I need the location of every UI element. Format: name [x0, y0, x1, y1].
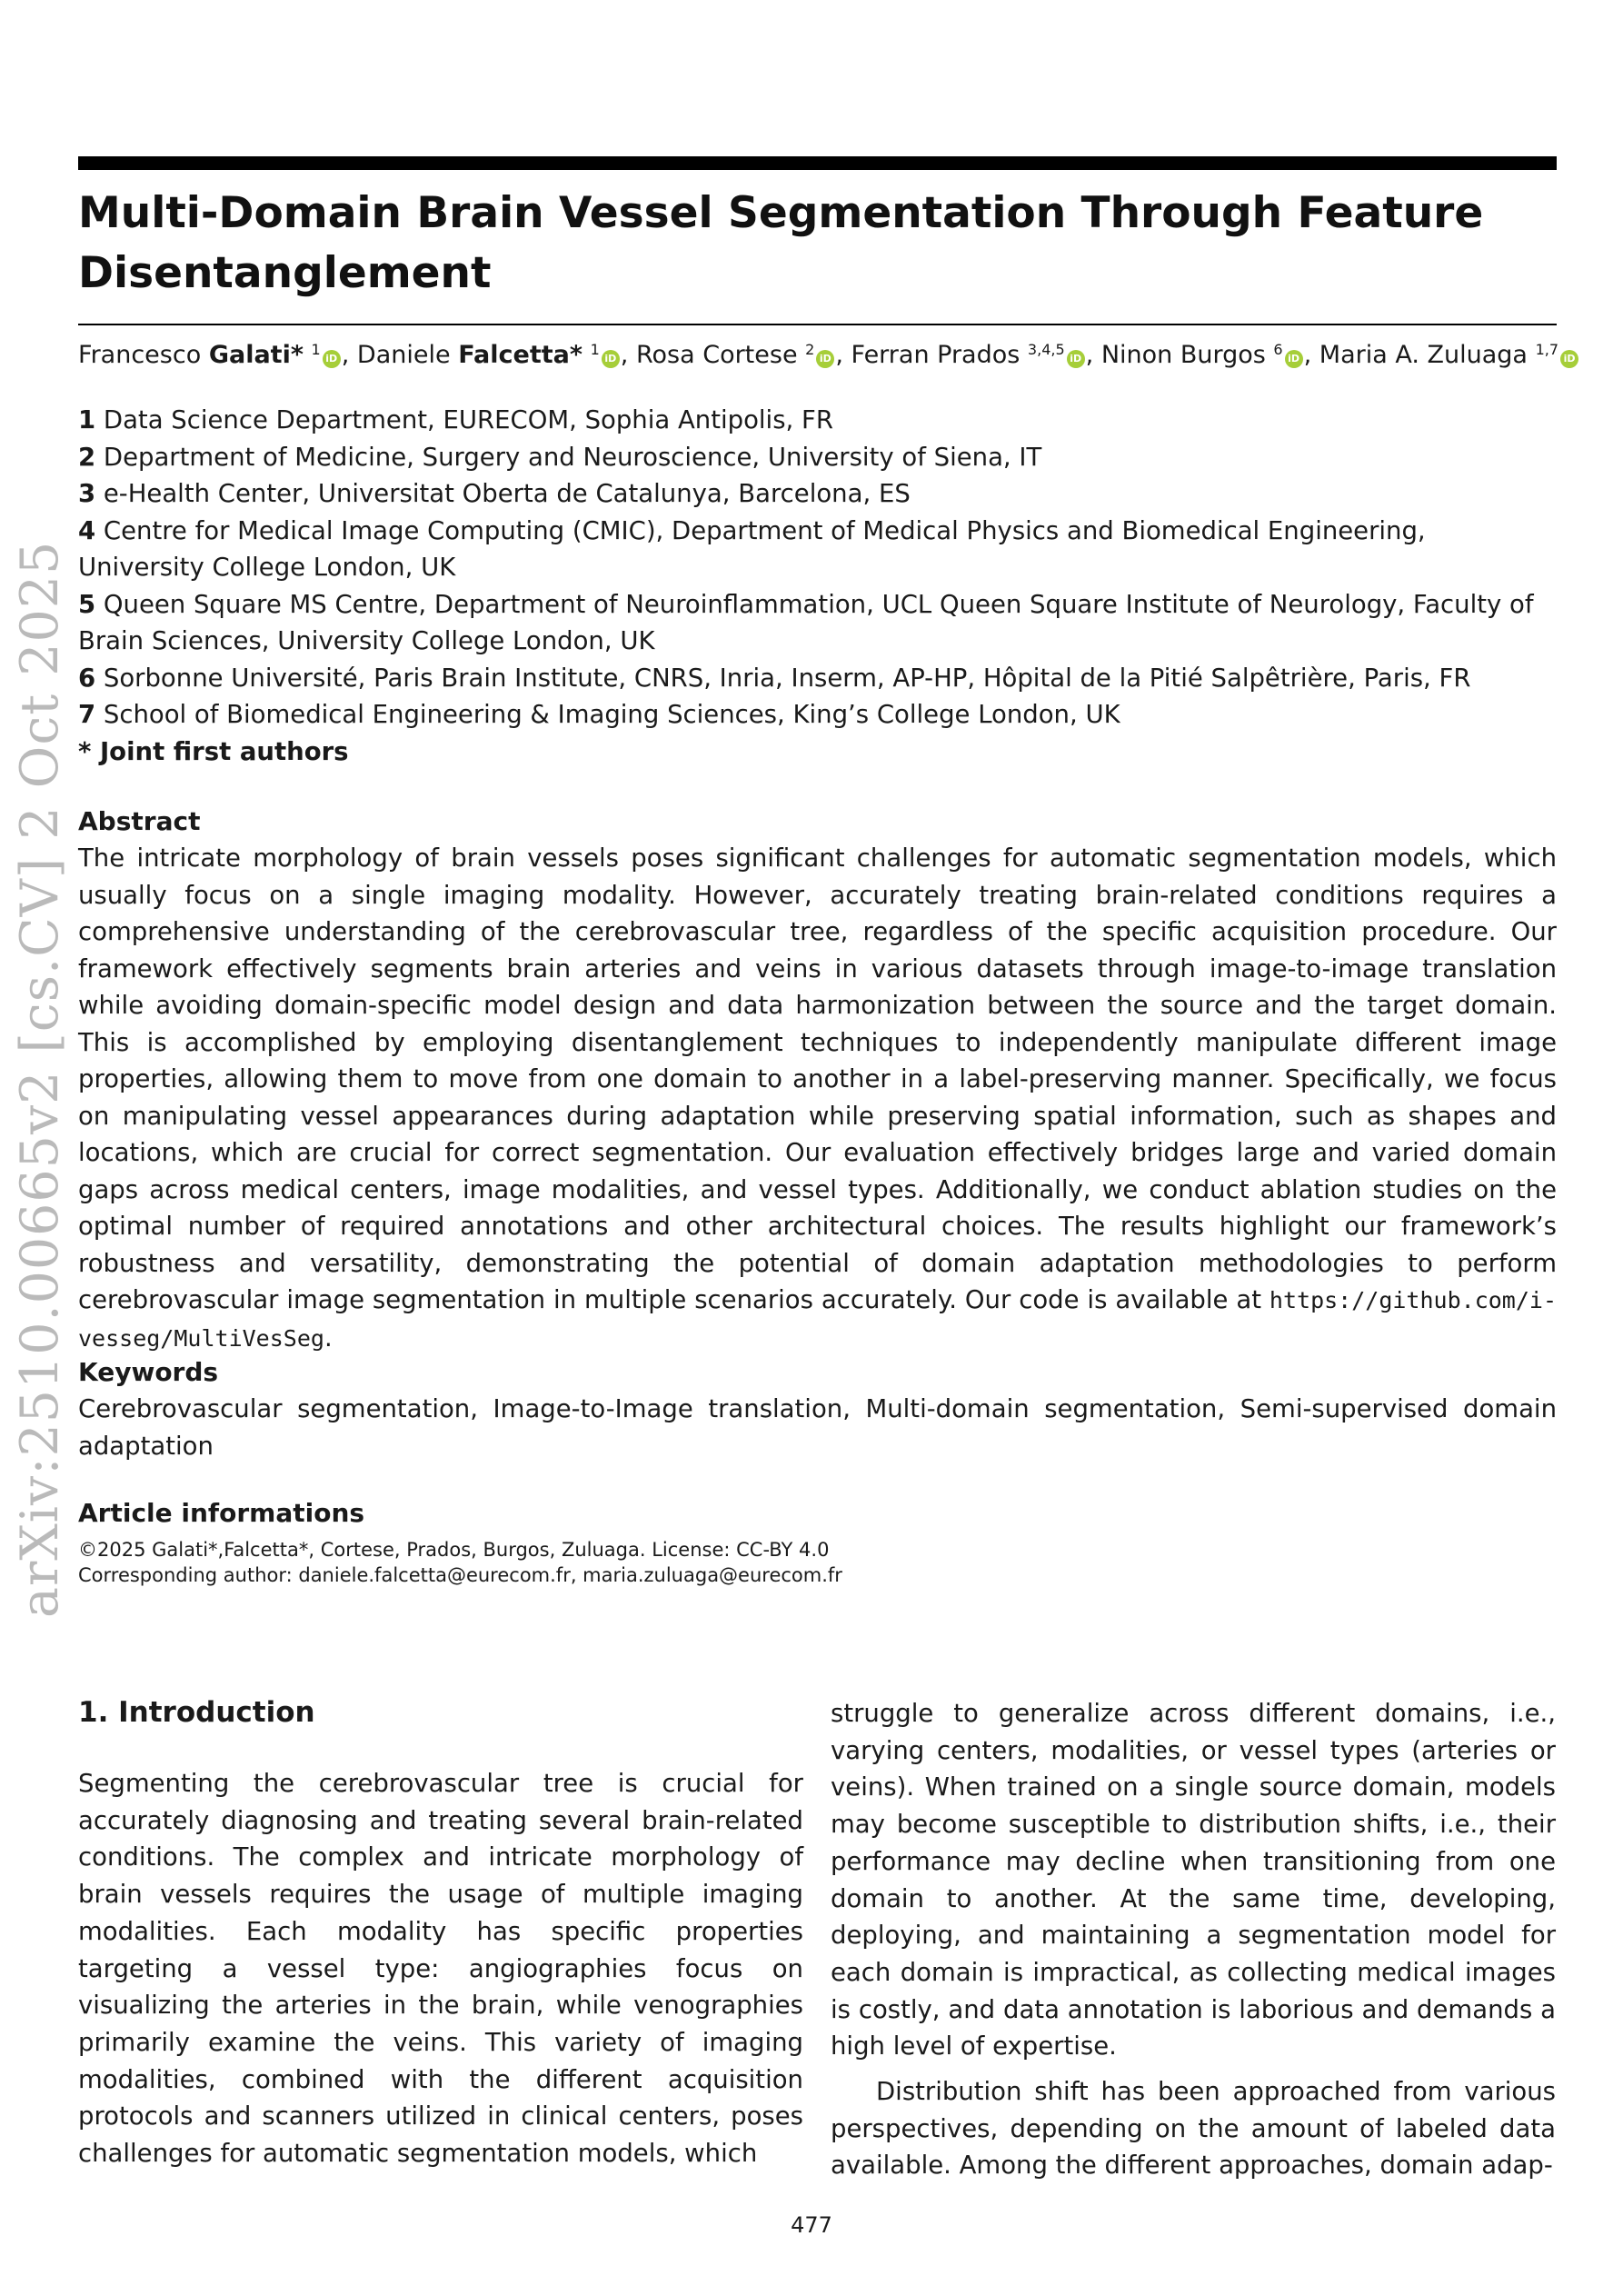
author-name: Maria A. Zuluaga $^{1,7}$iD	[1319, 341, 1579, 369]
orcid-icon[interactable]: iD	[1067, 350, 1085, 368]
license-text: ©2025 Galati*,Falcetta*, Cortese, Prados, Burgos, Zuluaga. License: CC-BY 4.0	[78, 1539, 830, 1561]
abstract-heading: Abstract	[78, 806, 201, 836]
author-name: Daniele Falcetta* $^1$iD	[357, 341, 621, 369]
title-rule	[78, 324, 1557, 325]
author-name: Ferran Prados $^{3,4,5}$iD	[851, 341, 1086, 369]
keywords-heading: Keywords	[78, 1357, 219, 1387]
code-link[interactable]: https://github.com/i-vesseg/MultiVesSeg	[78, 1287, 1557, 1352]
joint-authors-note: * Joint first authors	[78, 736, 349, 766]
page-number: 477	[791, 2212, 832, 2238]
affiliation-item: 1 Data Science Department, EURECOM, Sophia Antipolis, FR	[78, 405, 833, 434]
author-name: Ninon Burgos $^6$iD	[1101, 341, 1304, 369]
orcid-icon[interactable]: iD	[323, 350, 341, 368]
abstract-section	[78, 804, 1557, 1357]
abstract-text: The intricate morphology of brain vessels poses significant challenges for automatic segmentation models, which usually focus on a single imaging modality. However, accurately treating brain-related conditions requires a comprehensive understanding of the cerebrovascular tree, regardless of the specific acquisition procedure. Our framework effectively segments brain arteries and veins in various datasets through image-to-image translation while avoiding domain-specific model design and data harmonization between the source and the target domain. This is accomplished by employing disentanglement techniques to independently manipulate different image properties, allowing them to move from one domain to another in a label-preserving manner. Specifically, we focus on manipulating vessel appearances during adaptation while preserving spatial information, such as shapes and locations, which are crucial for correct segmentation. Our evaluation effectively bridges large and varied domain gaps across medical centers, image modalities, and vessel types. Additionally, we conduct ablation studies on the optimal number of required annotations and other architectural choices. The results highlight our framework’s robustness and versatility, demonstrating the potential of domain adaptation methodologies to perform cerebrovascular image segmentation in multiple scenarios accurately. Our code is available at https://github.com/i-vesseg/MultiVesSeg.	[78, 844, 1557, 1353]
orcid-icon[interactable]: iD	[1285, 350, 1303, 368]
affiliation-item: 5 Queen Square MS Centre, Department of Neuroinflammation, UCL Queen Square Institute of Neurology, Faculty of Brain Sciences, University College London, UK	[78, 589, 1534, 655]
arxiv-watermark: arXiv:2510.00665v2 [cs.CV] 2 Oct 2025	[10, 540, 70, 1618]
affiliation-list	[78, 402, 1557, 770]
affiliation-item: 3 e-Health Center, Universitat Oberta de Catalunya, Barcelona, ES	[78, 479, 911, 508]
paper-title: Multi-Domain Brain Vessel Segmentation Through Feature Disentanglement	[78, 188, 1484, 298]
affiliation-item: 2 Department of Medicine, Surgery and Neuroscience, University of Siena, IT	[78, 442, 1042, 472]
keywords-section	[78, 1354, 1557, 1464]
article-info-heading: Article informations	[78, 1498, 365, 1528]
header-rule	[78, 156, 1557, 170]
section-title: 1. Introduction	[78, 1696, 315, 1729]
orcid-icon[interactable]: iD	[1560, 350, 1578, 368]
intro-paragraph: Distribution shift has been approached from various perspectives, depending on the amount of labeled data available. Among the different approaches, domain adap-	[831, 2077, 1556, 2181]
corresponding-author: Corresponding author: daniele.falcetta@eurecom.fr, maria.zuluaga@eurecom.fr	[78, 1564, 842, 1586]
orcid-icon[interactable]: iD	[816, 350, 834, 368]
author-list: Francesco Galati* $^1$iD , Daniele Falcetta* $^1$iD , Rosa Cortese $^2$iD , Ferran Prados $^{3,4,5}$iD , Ninon Burgos $^6$iD , Maria A. Zuluaga $^{1,7}$iD	[78, 337, 1568, 374]
affiliation-item: 6 Sorbonne Université, Paris Brain Institute, CNRS, Inria, Inserm, AP-HP, Hôpital de la Pitié Salpêtrière, Paris, FR	[78, 663, 1471, 693]
intro-paragraph: struggle to generalize across different domains, i.e., varying centers, modalities, or vessel types (arteries or veins). When trained on a single source domain, models may become susceptible to distribution shifts, i.e., their performance may decline when transitioning from one domain to another. At the same time, developing, deploying, and maintaining a segmentation model for each domain is impractical, as collecting medical images is costly, and data annotation is laborious and demands a high level of expertise.	[831, 1699, 1556, 2061]
keywords-text: Cerebrovascular segmentation, Image-to-Image translation, Multi-domain segmentation, Semi-supervised domain adaptation	[78, 1394, 1557, 1461]
author-name: Francesco Galati* $^1$iD	[78, 341, 342, 369]
intro-left-column	[78, 1692, 803, 2172]
intro-right-column	[831, 1695, 1556, 2184]
orcid-icon[interactable]: iD	[602, 350, 620, 368]
author-name: Rosa Cortese $^2$iD	[636, 341, 835, 369]
affiliation-item: 7 School of Biomedical Engineering & Imaging Sciences, King’s College London, UK	[78, 700, 1120, 729]
intro-paragraph: Segmenting the cerebrovascular tree is crucial for accurately diagnosing and treating several brain-related conditions. The complex and intricate morphology of brain vessels requires the usage of multiple imaging modalities. Each modality has specific properties targeting a vessel type: angiographies focus on visualizing the arteries in the brain, while venographies primarily examine the veins. This variety of imaging modalities, combined with the different acquisition protocols and scanners utilized in clinical centers, poses challenges for automatic segmentation models, which	[78, 1769, 803, 2169]
article-info-section	[78, 1495, 1557, 1588]
affiliation-item: 4 Centre for Medical Image Computing (CMIC), Department of Medical Physics and Biomedical Engineering, University College London, UK	[78, 515, 1426, 582]
